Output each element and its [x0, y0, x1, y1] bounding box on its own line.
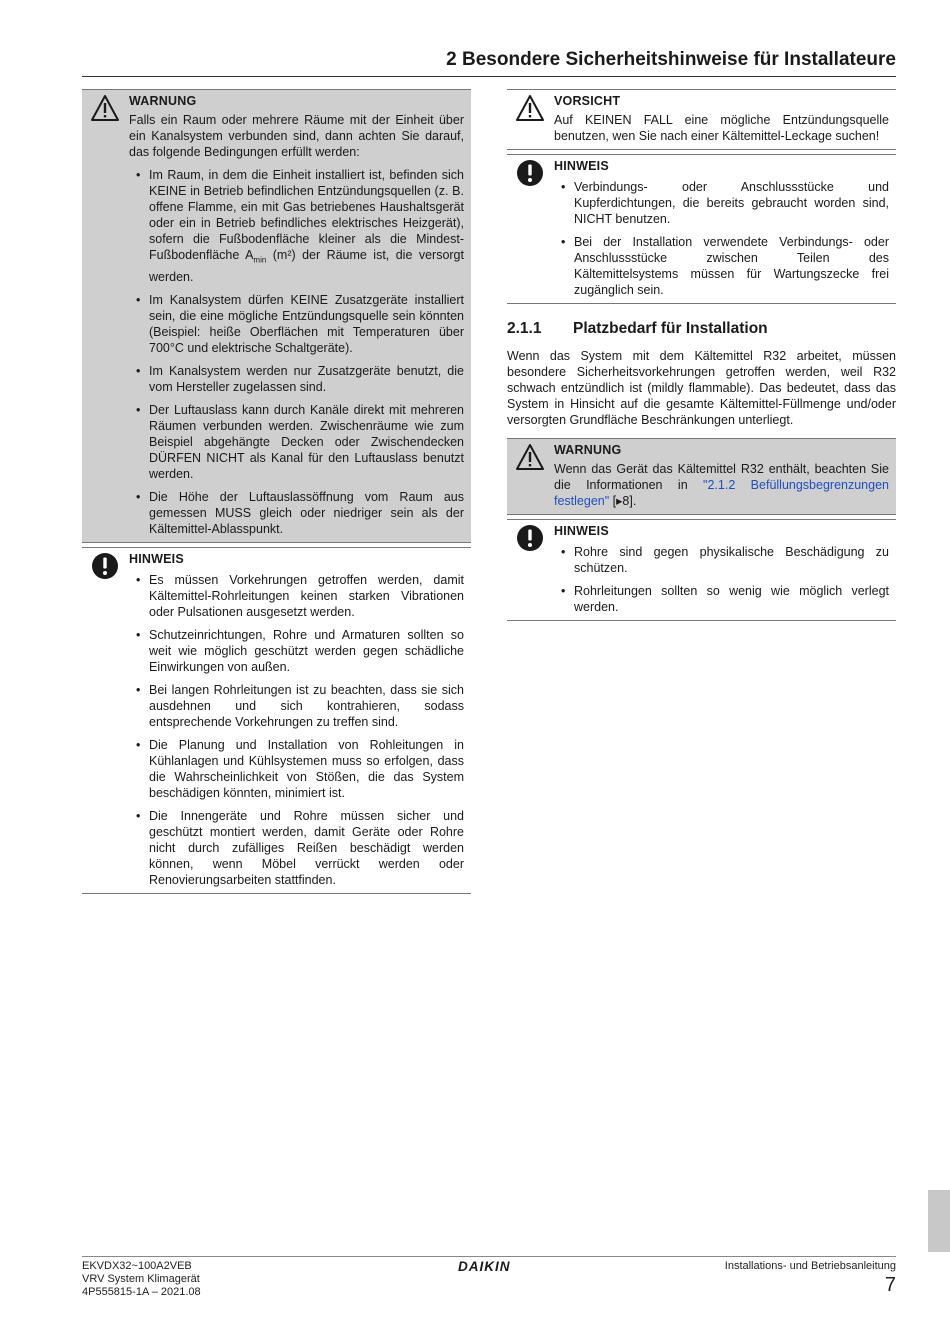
manual-type: Installations- und Betriebsanleitung [724, 1260, 896, 1272]
section-heading [507, 320, 896, 338]
left-column [82, 89, 471, 898]
document-id: 4P555815-1A – 2021.08 [82, 1286, 201, 1298]
list-item: • Die Höhe der Luftauslassöffnung vom Raum aus gemessen MUSS gleich oder niedriger sein als der Kältemittel-Ablasspunkt. [149, 489, 464, 537]
caution-text: Auf KEINEN FALL eine mögliche Entzündungsquelle benutzen, wen Sie nach einer Kältemittel-Leckage suchen! [554, 113, 889, 143]
warning-intro: Falls ein Raum oder mehrere Räume mit der Einheit über ein Kanalsystem verbunden sind, dann achten Sie darauf, das folgende Bedingungen erfüllt werden: [129, 113, 464, 159]
list-item: • Die Planung und Installation von Rohleitungen in Kühlanlagen und Kühlsystemen muss so erfolgen, dass die Wahrscheinlichkeit von Stößen, die das System beschädigen könnten, minimiert ist. [149, 737, 464, 801]
page-reference: 8 [622, 494, 630, 508]
right-column [507, 89, 896, 625]
list-item: • Verbindungs- oder Anschlussstücke und Kupferdichtungen, die bereits gebraucht worden sind, NICHT benutzen. [574, 179, 889, 227]
list-item: • Schutzeinrichtungen, Rohre und Armaturen sollten so weit wie möglich geschützt werden gegen schädliche Einwirkungen von außen. [149, 627, 464, 675]
page-title: 2 Besondere Sicherheitshinweise für Installateure [446, 49, 896, 70]
page-number: 7 [884, 1274, 896, 1296]
exclamation-circle-icon [90, 552, 120, 580]
warning-triangle-icon [515, 443, 545, 471]
footer-divider [82, 1256, 896, 1257]
list-item: • Im Kanalsystem werden nur Zusatzgeräte benutzt, die vom Hersteller zugelassen sind. [149, 363, 464, 395]
list-item: • Die Innengeräte und Rohre müssen sicher und geschützt montiert werden, damit Geräte oder Rohre nicht durch zufälliges Reißen beschädigt werden können, wenn Möbel verrückt werden oder Renovierungsarbeiten stattfinden. [149, 808, 464, 888]
footer-document-info [82, 1260, 201, 1299]
warning-text: Wenn das Gerät das Kältemittel R32 enthält, beachten Sie die Informationen in "2.1.2 Befüllungsbegrenzungen festlegen" [▸8]. [554, 462, 889, 508]
exclamation-circle-icon [515, 159, 545, 187]
warning-list [129, 167, 464, 537]
exclamation-circle-icon [515, 524, 545, 552]
caution-label: VORSICHT [554, 94, 621, 108]
notice-list [129, 572, 464, 888]
section-number: 2.1.1 [507, 320, 542, 337]
list-item: • Rohrleitungen sollten so wenig wie möglich verlegt werden. [574, 583, 889, 615]
product-name: VRV System Klimagerät [82, 1273, 200, 1285]
list-item: • Rohre sind gegen physikalische Beschädigung zu schützen. [574, 544, 889, 576]
list-item: • Bei langen Rohrleitungen ist zu beachten, dass sie sich ausdehnen und sich kontrahieren, sodass entsprechende Vorkehrungen zu treffen sind. [149, 682, 464, 730]
section-body: Wenn das System mit dem Kältemittel R32 arbeitet, müssen besondere Sicherheitsvorkehrungen getroffen werden, weil R32 schwach entzündlich ist (mildly flammable). Das bedeutet, dass das System in Hinsicht auf die gesamte Kältemittel-Füllmenge und/oder versorgten Grundfläche Beschränkungen unterliegt. [507, 349, 896, 427]
notice-box [507, 154, 896, 304]
page-ref-arrow-icon: ▸ [616, 494, 623, 508]
list-item: • Es müssen Vorkehrungen getroffen werden, damit Kältemittel-Rohrleitungen keinen starken Vibrationen oder Pulsationen ausgesetzt werden. [149, 572, 464, 620]
notice-box [507, 519, 896, 621]
warning-box [507, 438, 896, 515]
warning-triangle-icon [90, 94, 120, 122]
model-number: EKVDX32~100A2VEB [82, 1260, 192, 1272]
warning-label: WARNUNG [129, 94, 197, 108]
list-item: • Der Luftauslass kann durch Kanäle direkt mit mehreren Räumen verbunden werden. Zwischenräume wie zum Beispiel abgehängte Decken oder Zwischendecken DÜRFEN NICHT als Kanal für den Luftauslass benutzt werden. [149, 402, 464, 482]
chapter-tab-marker [928, 1190, 950, 1252]
list-item: • Bei der Installation verwendete Verbindungs- oder Anschlussstücke zwischen Teilen des Kältemittelsystems müssen für Wartungszecke frei zugänglich sein. [574, 234, 889, 298]
warning-label: WARNUNG [554, 443, 622, 457]
warning-box [82, 89, 471, 543]
daikin-logo: DAIKIN [458, 1259, 511, 1274]
notice-box [82, 547, 471, 894]
list-item: • Im Kanalsystem dürfen KEINE Zusatzgeräte installiert sein, die eine mögliche Entzündungsquelle sein könnten (Beispiel: heiße Oberflächen mit Temperaturen über 700°C und elektrische Schaltgeräte). [149, 292, 464, 356]
notice-list [554, 544, 889, 615]
notice-label: HINWEIS [129, 551, 184, 566]
notice-label: HINWEIS [554, 159, 609, 173]
list-item: • Im Raum, in dem die Einheit installiert ist, befinden sich KEINE in Betrieb befindlichen Entzündungsquellen (z. B. offene Flamme, ein mit Gas betriebenes Haushaltsgerät oder ein in Betrieb befindliches elektrisches Heizgerät), sofern die Fußbodenfläche kleiner als die Mindest-Fußbodenfläche $A_{min}$ (m²) der Räume ist, die versorgt werden. [149, 167, 464, 285]
warning-triangle-icon [515, 94, 545, 122]
notice-label: HINWEIS [554, 524, 609, 538]
notice-list [554, 179, 889, 298]
header-divider [82, 76, 896, 77]
caution-box [507, 89, 896, 150]
section-title: Platzbedarf für Installation [573, 320, 768, 337]
cross-reference-link[interactable]: "2.1.2 Befüllungsbegrenzungen festlegen" [554, 478, 889, 508]
